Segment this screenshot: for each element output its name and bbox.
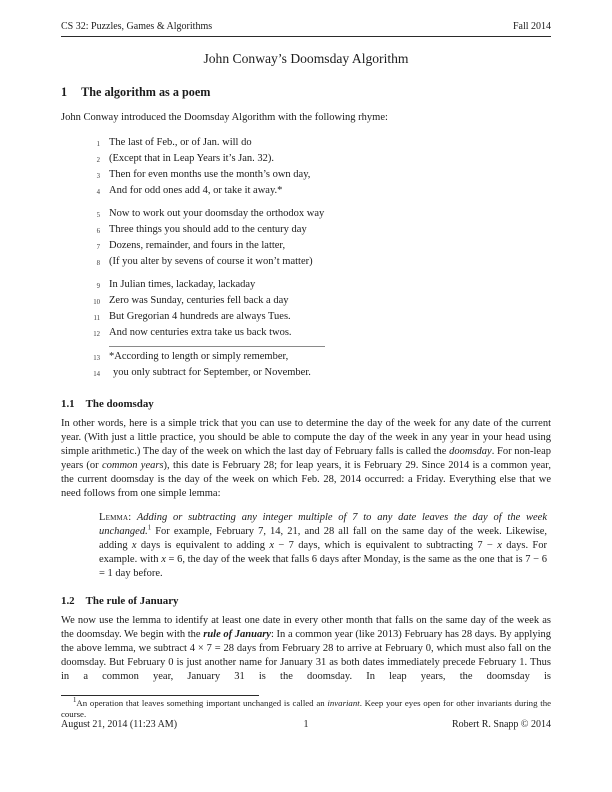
subsection-1-2-heading — [61, 595, 551, 608]
emphasized-term: invariant — [327, 697, 360, 708]
poem-line — [88, 366, 551, 382]
running-header — [61, 21, 551, 33]
poem-line — [88, 278, 551, 294]
page-footer — [61, 719, 551, 731]
term-label: Fall 2014 — [512, 21, 551, 32]
footnote-reference: 1 — [147, 524, 152, 532]
document-title: John Conway’s Doomsday Algorithm — [203, 51, 409, 66]
footer-author: Robert R. Snapp © 2014 — [452, 719, 551, 730]
lemma-text: = 6, the day of the week that falls 6 days after Monday, is the same as the one that is 7 − 6 = 1 day before. — [99, 554, 548, 579]
math-variable: x — [161, 554, 166, 565]
poem-line-number: 12 — [93, 330, 100, 338]
poem-line-number: 13 — [93, 354, 100, 362]
poem-line-text: you only subtract for September, or November. — [113, 366, 311, 378]
poem-line-number: 5 — [96, 211, 100, 219]
lemma-statement: Adding or subtracting any integer multiple of 7 to any date leaves the day of the week unchanged. — [99, 512, 547, 537]
lemma-text: − 7 days, which is equivalent to subtracting 7 − — [274, 540, 498, 551]
subsection-number: 1.1 — [61, 397, 75, 410]
poem-line-number: 8 — [96, 259, 100, 267]
course-title: CS 32: Puzzles, Games & Algorithms — [61, 21, 213, 32]
poem-line-number: 10 — [93, 298, 100, 306]
poem-line — [88, 326, 551, 342]
subsection-1-1-heading — [61, 398, 551, 411]
subsection-number: 1.2 — [61, 595, 75, 607]
emphasized-term: doomsday — [449, 445, 492, 457]
footnote-text: . Keep your eyes open for other invariants during the course. — [61, 697, 551, 719]
poem-line-number: 4 — [96, 188, 100, 196]
paragraph-text: We now use the lemma to identify at least one date in every other month that falls on the same day of the week as the doomsday. We begin with the — [61, 615, 551, 640]
lemma-text: days is equivalent to adding — [136, 540, 270, 551]
poem-line-number: 1 — [96, 140, 100, 148]
poem-line-text: Dozens, remainder, and fours in the latter, — [109, 239, 286, 251]
math-variable: x — [497, 540, 502, 551]
poem-line — [88, 255, 551, 271]
math-variable: x — [269, 540, 275, 551]
lemma-block — [99, 511, 547, 581]
section-1-heading — [61, 85, 551, 99]
poem-line-number: 3 — [96, 172, 100, 180]
footnote — [61, 698, 551, 721]
poem-line-text: (If you alter by sevens of course it won’t matter) — [109, 255, 313, 267]
paragraph-text: . For non-leap years (or — [61, 445, 552, 471]
intro-paragraph: John Conway introduced the Doomsday Algorithm with the following rhyme: — [61, 112, 388, 123]
poem-line — [88, 310, 551, 326]
poem-line-text: Three things you should add to the century day — [109, 223, 307, 235]
paragraph-text: ), this date is February 28; for leap years, it is February 29. Since 2014 is a common year, the current doomsday is the day of the week on which Feb. 28, 2014 occurred: a Friday. Everything else that we need follows from one simple lemma: — [61, 459, 551, 499]
poem-line-text: Then for even months use the month’s own day, — [109, 168, 311, 180]
section-title: The algorithm as a poem — [81, 85, 211, 99]
poem-line-text: In Julian times, lackaday, lackaday — [109, 278, 256, 290]
poem-line — [88, 152, 551, 168]
poem-line-text: Now to work out your doomsday the orthodox way — [109, 207, 325, 219]
poem-line-number: 2 — [96, 156, 100, 164]
poem-line-number: 7 — [96, 243, 100, 251]
subsection-title: The rule of January — [85, 595, 179, 607]
footnote-rule — [61, 695, 259, 696]
doomsday-paragraph — [61, 417, 551, 501]
lemma-text: For example, February 7, 14, 21, and 28 all fall on the same day of the week. Likewise, adding — [99, 526, 547, 551]
poem-line-text: *According to length or simply remember, — [109, 350, 289, 362]
math-variable: x — [131, 540, 137, 551]
paragraph-text: In other words, here is a simple trick that you can use to determine the day of the week for any date of the current year. (With just a little practice, you should be able to compute the day of the week in any year in your head using simple arithmetic.) The day of the week on which the last day of February falls is called the — [61, 417, 551, 457]
poem-line-text: (Except that in Leap Years it’s Jan. 32). — [109, 152, 275, 164]
january-paragraph — [61, 614, 551, 684]
poem-line — [88, 207, 551, 223]
poem-line — [88, 223, 551, 239]
emphasized-term: rule of January — [203, 629, 271, 640]
subsection-title: The doomsday — [85, 397, 154, 410]
poem-line — [88, 136, 551, 152]
poem-line — [88, 294, 551, 310]
poem-line-text: And for odd ones add 4, or take it away.* — [109, 184, 283, 196]
poem-line-number: 6 — [96, 227, 100, 235]
lemma-label: Lemma: — [99, 512, 132, 523]
poem-line-text: But Gregorian 4 hundreds are always Tues. — [109, 310, 291, 322]
footnote-text: An operation that leaves something important unchanged is called an — [76, 697, 328, 708]
poem-line-number: 9 — [96, 282, 100, 290]
poem-line — [88, 239, 551, 255]
poem-line-number: 11 — [93, 314, 100, 322]
emphasized-term: common years — [101, 459, 164, 471]
poem-line-text: The last of Feb., or of Jan. will do — [109, 136, 252, 148]
lemma-text: days. For example. with — [99, 540, 547, 565]
poem-line — [88, 184, 551, 200]
section-number: 1 — [61, 85, 68, 99]
poem-line — [88, 350, 551, 366]
page-number: 1 — [303, 719, 309, 730]
poem-line-text: And now centuries extra take us back twos. — [109, 326, 292, 338]
paragraph-text: : In a common year (like 2013) February has 28 days. By applying the above lemma, we subtract 4 × 7 = 28 days from February 28 to arrive at February 0, which must also fall on the doomsday. But February 0 is just another name for January 31 as both dates immediately precede February 1. Thus in a common year, January 31 is the doomsday. In leap years, the doomsday is — [61, 629, 551, 682]
poem-line-text: Zero was Sunday, centuries fell back a day — [109, 294, 289, 306]
footnote-mark: 1 — [73, 696, 77, 704]
poem-footnote-rule — [109, 346, 325, 347]
header-rule — [61, 36, 551, 37]
poem-line-number: 14 — [93, 370, 100, 378]
poem — [88, 136, 551, 382]
footer-date: August 21, 2014 (11:23 AM) — [61, 719, 178, 730]
poem-line — [88, 168, 551, 184]
